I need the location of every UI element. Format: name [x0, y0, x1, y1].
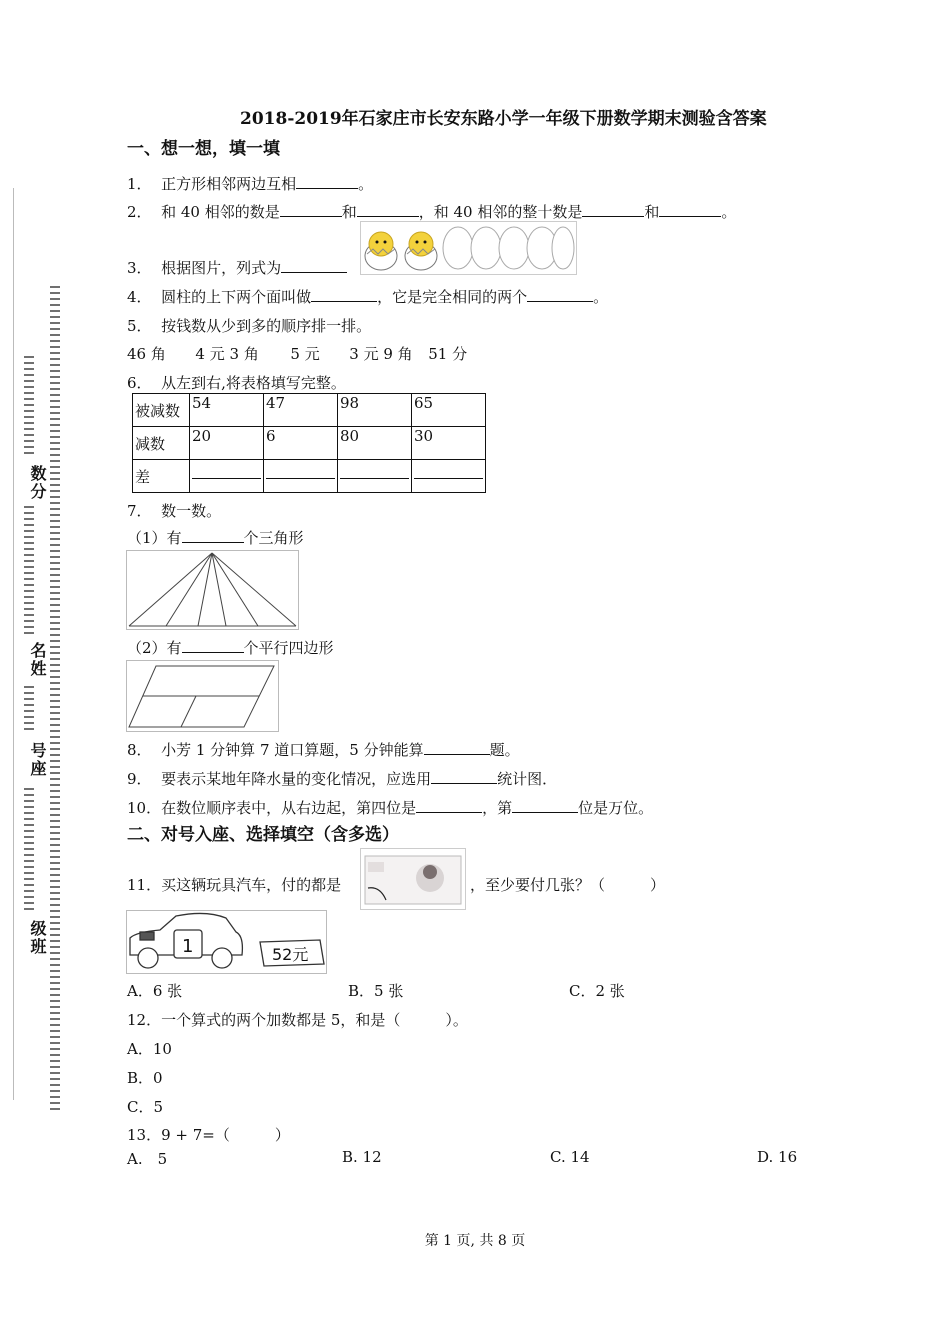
table-row — [133, 394, 486, 427]
chicks-eggs-image — [360, 221, 577, 275]
parallelogram-figure — [126, 660, 279, 732]
table-cell: 20 — [190, 427, 264, 460]
answer-blank[interactable] — [357, 202, 419, 217]
table-cell: 65 — [412, 394, 486, 427]
subtraction-table — [132, 393, 486, 493]
side-label-name: 名姓 — [28, 642, 47, 678]
row-label: 差 — [133, 460, 190, 493]
option-c[interactable]: C. 14 — [550, 1148, 590, 1166]
section-2-heading: 二、对号入座、选择填空（含多选） — [127, 825, 399, 845]
answer-blank[interactable] — [182, 528, 244, 543]
answer-blank[interactable] — [311, 287, 377, 302]
table-row — [133, 427, 486, 460]
option-d[interactable]: D. 16 — [757, 1148, 798, 1166]
question-7-part-2: （2）有 个平行四边形 — [127, 639, 334, 657]
answer-blank[interactable] — [424, 740, 490, 755]
table-row — [133, 460, 486, 493]
table-cell: 80 — [338, 427, 412, 460]
side-label-class: 级班 — [28, 920, 47, 956]
answer-blank[interactable] — [512, 798, 578, 813]
money-item: 5 元 — [290, 345, 320, 363]
banknote-image — [360, 848, 466, 910]
answer-blank[interactable] — [182, 638, 244, 653]
question-10: 10．在数位顺序表中，从右边起，第四位是 ，第 位是万位。 — [127, 799, 654, 817]
option-a[interactable]: A. 5 — [127, 1150, 168, 1168]
page-title: 2018-2019年石家庄市长安东路小学一年级下册数学期末测验含答案 — [240, 109, 767, 129]
table-cell: 6 — [264, 427, 338, 460]
toy-car-image — [126, 910, 327, 974]
option-c[interactable]: C．5 — [127, 1098, 164, 1116]
side-label-score: 数分 — [28, 465, 47, 501]
answer-cell[interactable] — [338, 460, 412, 493]
page-footer: 第 1 页, 共 8 页 — [424, 1233, 526, 1249]
question-11-tail: ，至少要付几张？（ ） — [470, 876, 666, 894]
money-item: 4 元 3 角 — [195, 345, 259, 363]
answer-blank[interactable] — [431, 769, 497, 784]
question-7: 7． 数一数。 — [127, 502, 222, 520]
binding-dashes — [48, 285, 68, 1115]
row-label: 被减数 — [133, 394, 190, 427]
answer-cell[interactable] — [412, 460, 486, 493]
question-3: 3． 根据图片，列式为 — [127, 257, 347, 278]
money-item: 3 元 9 角 — [349, 345, 413, 363]
table-cell: 47 — [264, 394, 338, 427]
answer-blank[interactable] — [582, 202, 644, 217]
row-label: 减数 — [133, 427, 190, 460]
question-5: 5． 按钱数从少到多的顺序排一排。 — [127, 317, 372, 335]
question-11-stem: 11．买这辆玩具汽车，付的都是 — [127, 876, 342, 894]
question-13: 13．9 + 7=（ ） — [127, 1126, 290, 1144]
option-b[interactable]: B. 12 — [342, 1148, 382, 1166]
option-c[interactable]: C．2 张 — [569, 982, 625, 1000]
answer-blank[interactable] — [280, 202, 342, 217]
table-cell: 98 — [338, 394, 412, 427]
option-b[interactable]: B．0 — [127, 1069, 163, 1087]
answer-blank[interactable] — [281, 258, 347, 273]
option-a[interactable]: A．6 张 — [127, 982, 183, 1000]
answer-cell[interactable] — [264, 460, 338, 493]
option-a[interactable]: A．10 — [127, 1040, 172, 1058]
money-item: 51 分 — [428, 345, 468, 363]
binding-line — [13, 188, 14, 1100]
table-cell: 54 — [190, 394, 264, 427]
section-1-heading: 一、想一想，填一填 — [127, 139, 280, 159]
triangle-figure — [126, 550, 299, 630]
question-12: 12．一个算式的两个加数都是 5，和是（ ）。 — [127, 1011, 468, 1029]
table-cell: 30 — [412, 427, 486, 460]
answer-blank[interactable] — [527, 287, 593, 302]
price-tag: 52元 — [272, 945, 309, 964]
question-8: 8． 小芳 1 分钟算 7 道口算题，5 分钟能算 题。 — [127, 741, 520, 759]
car-number: 1 — [182, 936, 194, 957]
chick-icon — [405, 232, 437, 270]
answer-blank[interactable] — [296, 174, 358, 189]
answer-blank[interactable] — [659, 202, 721, 217]
chick-icon — [365, 232, 397, 270]
money-item: 46 角 — [127, 345, 166, 363]
option-b[interactable]: B．5 张 — [348, 982, 404, 1000]
money-list — [127, 343, 467, 364]
side-label-seat: 号座 — [28, 742, 47, 778]
answer-cell[interactable] — [190, 460, 264, 493]
question-1: 1． 正方形相邻两边互相 。 — [127, 175, 374, 193]
answer-blank[interactable] — [416, 798, 482, 813]
question-9: 9． 要表示某地年降水量的变化情况，应选用 统计图． — [127, 770, 558, 788]
question-6: 6． 从左到右,将表格填写完整。 — [127, 374, 346, 392]
question-2: 2． 和 40 相邻的数是 和 ，和 40 相邻的整十数是 和 。 — [127, 203, 737, 221]
question-4: 4． 圆柱的上下两个面叫做 ，它是完全相同的两个 。 — [127, 288, 609, 306]
question-7-part-1: （1）有 个三角形 — [127, 529, 304, 547]
